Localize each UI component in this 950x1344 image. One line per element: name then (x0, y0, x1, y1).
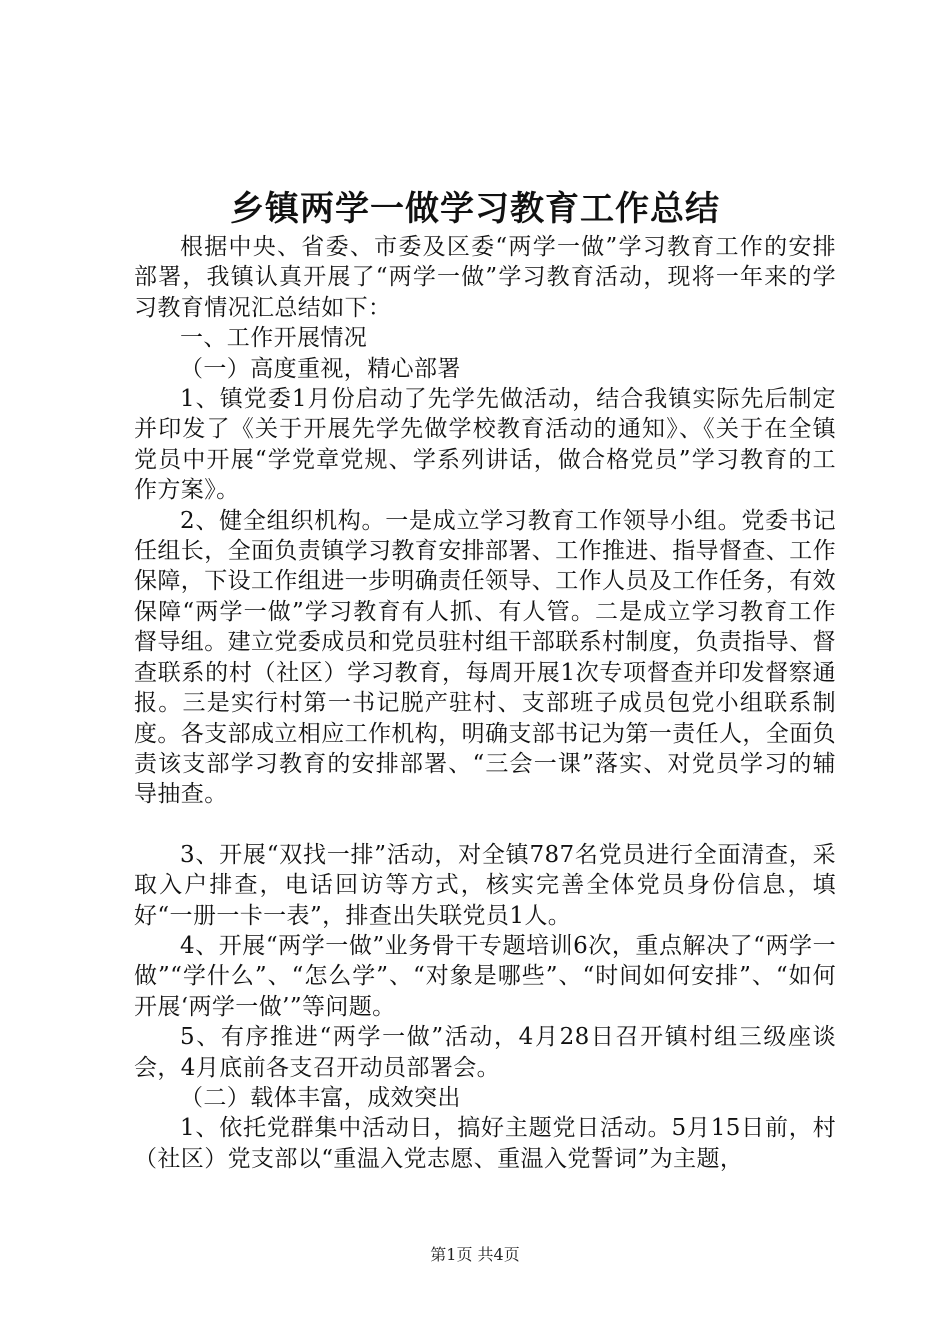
document-body (134, 232, 836, 1174)
document-title: 乡镇两学一做学习教育工作总结 (230, 189, 720, 229)
intro-paragraph: 根据中央、省委、市委及区委“两学一做”学习教育工作的安排部署，我镇认真开展了“两学一做”学习教育活动，现将一年来的学习教育情况汇总结如下： (134, 234, 836, 321)
subsection-heading: （二）载体丰富，成效突出 (180, 1084, 461, 1111)
body-paragraph: 5、有序推进“两学一做”活动，4月28日召开镇村组三级座谈会，4月底前各支召开动员部署会。 (134, 1024, 836, 1081)
body-paragraph: 2、健全组织机构。一是成立学习教育工作领导小组。党委书记任组长，全面负责镇学习教育安排部署、工作推进、指导督查、工作保障，下设工作组进一步明确责任领导、工作人员及工作任务，有效保障“两学一做”学习教育有人抓、有人管。二是成立学习教育工作督导组。建立党委成员和党员驻村组干部联系村制度，负责指导、督查联系的村（社区）学习教育，每周开展1次专项督查并印发督察通报。三是实行村第一书记脱产驻村、支部班子成员包党小组联系制度。各支部成立相应工作机构，明确支部书记为第一责任人，全面负责该支部学习教育的安排部署、“三会一课”落实、对党员学习的辅导抽查。 (134, 507, 836, 808)
paragraph-spacer (134, 810, 836, 840)
body-paragraph: 3、开展“双找一排”活动，对全镇787名党员进行全面清查，采取入户排查，电话回访等方式，核实完善全体党员身份信息，填好“一册一卡一表”，排查出失联党员1人。 (134, 841, 836, 929)
page-indicator: 第1页 共4页 (430, 1245, 520, 1264)
page-footer (0, 1244, 950, 1266)
body-paragraph: 1、依托党群集中活动日，搞好主题党日活动。5月15日前，村（社区）党支部以“重温入党志愿、重温入党誓词”为主题， (134, 1115, 836, 1172)
body-paragraph: 1、镇党委1月份启动了先学先做活动，结合我镇实际先后制定并印发了《关于开展先学先做学校教育活动的通知》、《关于在全镇党员中开展“学党章党规、学系列讲话，做合格党员”学习教育的工作方案》。 (134, 386, 836, 504)
body-paragraph: 4、开展“两学一做”业务骨干专题培训6次，重点解决了“两学一做”“学什么”、“怎么学”、“对象是哪些”、“时间如何安排”、“如何开展‘两学一做’”等问题。 (134, 932, 836, 1020)
section-heading: 一、工作开展情况 (180, 325, 368, 352)
subsection-heading: （一）高度重视，精心部署 (180, 355, 461, 382)
